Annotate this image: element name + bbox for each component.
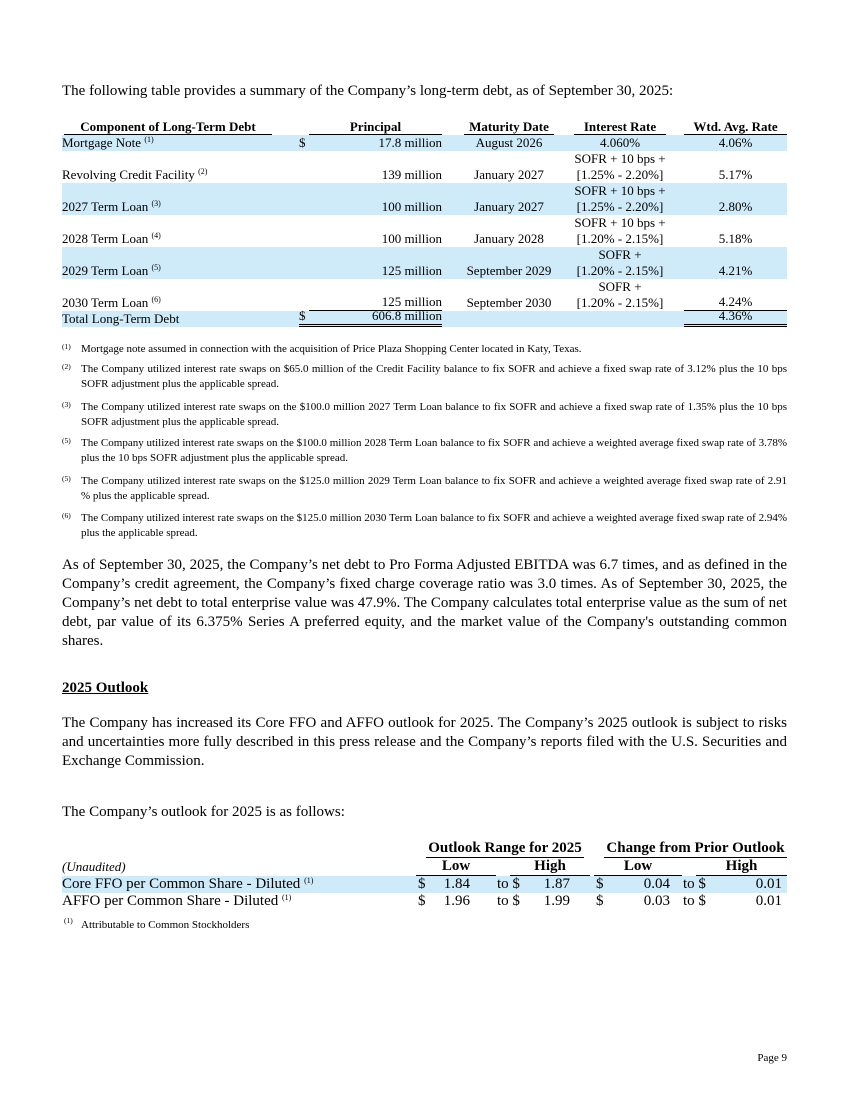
maturity-date: September 2029	[466, 263, 552, 278]
wtd-avg-rate: 5.18%	[718, 231, 753, 246]
total-principal: 606.8 million	[302, 308, 442, 327]
header-wtd-avg-rate: Wtd. Avg. Rate	[684, 119, 787, 135]
wtd-avg-rate: 4.06%	[718, 135, 753, 150]
to-label: to $	[683, 893, 706, 909]
footnote: (5) The Company utilized interest rate swaps on the $125.0 million 2029 Term Loan balance to fix SOFR and achieve a weighted average fixed swap rate of 2.91 % plus the applicable spread.	[62, 474, 787, 502]
dollar-sign: $	[418, 893, 426, 909]
page-number: Page 9	[757, 1052, 787, 1064]
dollar-sign: $	[418, 876, 426, 892]
header-maturity: Maturity Date	[464, 119, 554, 135]
total-wtd-avg-rate: 4.36%	[684, 308, 787, 327]
table-row	[62, 893, 787, 910]
change-low-header: Low	[594, 858, 682, 876]
change-low-value: 0.04	[643, 876, 670, 892]
table-row	[62, 151, 787, 183]
interest-rate: SOFR + 10 bps + [1.20% - 2.15%]	[574, 215, 666, 246]
high-header: High	[510, 858, 590, 876]
high-value: 1.99	[543, 893, 570, 909]
wtd-avg-rate: 4.24%	[684, 294, 787, 311]
table-total-row	[62, 308, 787, 327]
maturity-date: January 2027	[474, 199, 544, 214]
wtd-avg-rate: 5.17%	[718, 167, 753, 182]
outlook-paragraph: The Company has increased its Core FFO and AFFO outlook for 2025. The Company’s 2025 outlook is subject to risks and uncertainties more fully described in this press release and the Company’s reports filed with the U.S. Securities and Exchange Commission.	[62, 715, 787, 769]
change-high-header: High	[696, 858, 787, 876]
header-principal: Principal	[309, 119, 442, 135]
footnote: (2) The Company utilized interest rate swaps on $65.0 million of the Credit Facility balance to fix SOFR and achieve a fixed swap rate of 3.12% plus the 10 bps SOFR adjustment plus the applicable spread.	[62, 362, 787, 390]
interest-rate: 4.060%	[599, 135, 641, 150]
debt-paragraph: As of September 30, 2025, the Company’s net debt to Pro Forma Adjusted EBITDA was 6.7 times, and as defined in the Company’s credit agreement, the Company’s fixed charge coverage ratio was 3.0 times. As of September 30, 2025, the Company’s net debt to total enterprise value was 47.9%. The Company calculates total enterprise value as the sum of net debt, par value of its 6.375% Series A preferred equity, and the market value of the Company's outstanding common shares.	[62, 557, 787, 649]
dollar-sign: $	[596, 876, 604, 892]
change-high-value: 0.01	[755, 876, 782, 892]
footnote: (3) The Company utilized interest rate swaps on the $100.0 million 2027 Term Loan balance to fix SOFR and achieve a fixed swap rate of 1.35% plus the 10 bps SOFR adjustment plus the applicable spread.	[62, 400, 787, 428]
debt-component: 2029 Term Loan $^{(5)}$	[62, 263, 161, 278]
total-label: Total Long-Term Debt	[62, 311, 180, 326]
principal: 125 million	[381, 263, 442, 278]
maturity-date: January 2027	[474, 167, 544, 182]
interest-rate: SOFR + [1.20% - 2.15%]	[576, 247, 664, 278]
low-value: 1.84	[443, 876, 470, 892]
metric-label: Core FFO per Common Share - Diluted $^{(1)}$	[62, 876, 314, 892]
to-label: to $	[497, 893, 520, 909]
table-row	[62, 247, 787, 279]
interest-rate: SOFR + 10 bps + [1.25% - 2.20%]	[574, 151, 666, 182]
debt-component: 2027 Term Loan $^{(3)}$	[62, 199, 161, 214]
debt-component: Mortgage Note $^{(1)}$	[62, 135, 154, 150]
table-header	[62, 119, 787, 135]
table-row	[62, 279, 787, 311]
change-high-value: 0.01	[755, 893, 782, 909]
outlook-intro: The Company’s outlook for 2025 is as follows:	[62, 804, 345, 820]
principal: 17.8 million	[378, 135, 442, 150]
dollar-sign: $	[299, 135, 306, 150]
debt-component: Revolving Credit Facility $^{(2)}$	[62, 167, 208, 182]
footnote: (5) The Company utilized interest rate swaps on the $100.0 million 2028 Term Loan balance to fix SOFR and achieve a weighted average fixed swap rate of 3.78% plus the 10 bps SOFR adjustment plus the applicable spread.	[62, 436, 787, 464]
high-value: 1.87	[543, 876, 570, 892]
interest-rate: SOFR + 10 bps + [1.25% - 2.20%]	[574, 183, 666, 214]
wtd-avg-rate: 2.80%	[718, 199, 753, 214]
header-interest-rate: Interest Rate	[574, 119, 666, 135]
header-component: Component of Long-Term Debt	[64, 119, 272, 135]
maturity-date: September 2030	[466, 295, 552, 310]
outlook-heading: 2025 Outlook	[62, 680, 149, 696]
intro-text: The following table provides a summary of the Company’s long-term debt, as of September 30, 2025:	[62, 83, 674, 99]
principal: 139 million	[381, 167, 442, 182]
maturity-date: August 2026	[475, 135, 543, 150]
change-low-value: 0.03	[643, 893, 670, 909]
outlook-footnote: $^{(1)}$ Attributable to Common Stockholders	[64, 916, 250, 931]
interest-rate: SOFR + [1.20% - 2.15%]	[576, 279, 664, 310]
footnote: (6) The Company utilized interest rate swaps on the $125.0 million 2030 Term Loan balance to fix SOFR and achieve a weighted average fixed swap rate of 2.94% plus the applicable spread.	[62, 511, 787, 539]
long-term-debt-table	[62, 119, 787, 327]
principal: 100 million	[381, 231, 442, 246]
debt-component: 2030 Term Loan $^{(6)}$	[62, 295, 161, 310]
table-row	[62, 135, 787, 151]
table-row	[62, 183, 787, 215]
principal: 125 million	[309, 294, 442, 311]
to-label: to $	[683, 876, 706, 892]
footnote: (1) Mortgage note assumed in connection with the acquisition of Price Plaza Shopping Center located in Katy, Texas.	[62, 342, 582, 355]
principal: 100 million	[381, 199, 442, 214]
change-prior-header: Change from Prior Outlook	[604, 840, 787, 858]
dollar-sign: $	[596, 893, 604, 909]
to-label: to $	[497, 876, 520, 892]
unaudited-label: (Unaudited)	[62, 859, 126, 874]
table-row	[62, 215, 787, 247]
wtd-avg-rate: 4.21%	[718, 263, 753, 278]
outlook-range-header: Outlook Range for 2025	[426, 840, 584, 858]
debt-component: 2028 Term Loan $^{(4)}$	[62, 231, 161, 246]
dollar-sign: $	[299, 308, 309, 327]
low-header: Low	[416, 858, 496, 876]
metric-label: AFFO per Common Share - Diluted $^{(1)}$	[62, 893, 292, 909]
maturity-date: January 2028	[474, 231, 544, 246]
table-row	[62, 876, 787, 893]
low-value: 1.96	[443, 893, 470, 909]
